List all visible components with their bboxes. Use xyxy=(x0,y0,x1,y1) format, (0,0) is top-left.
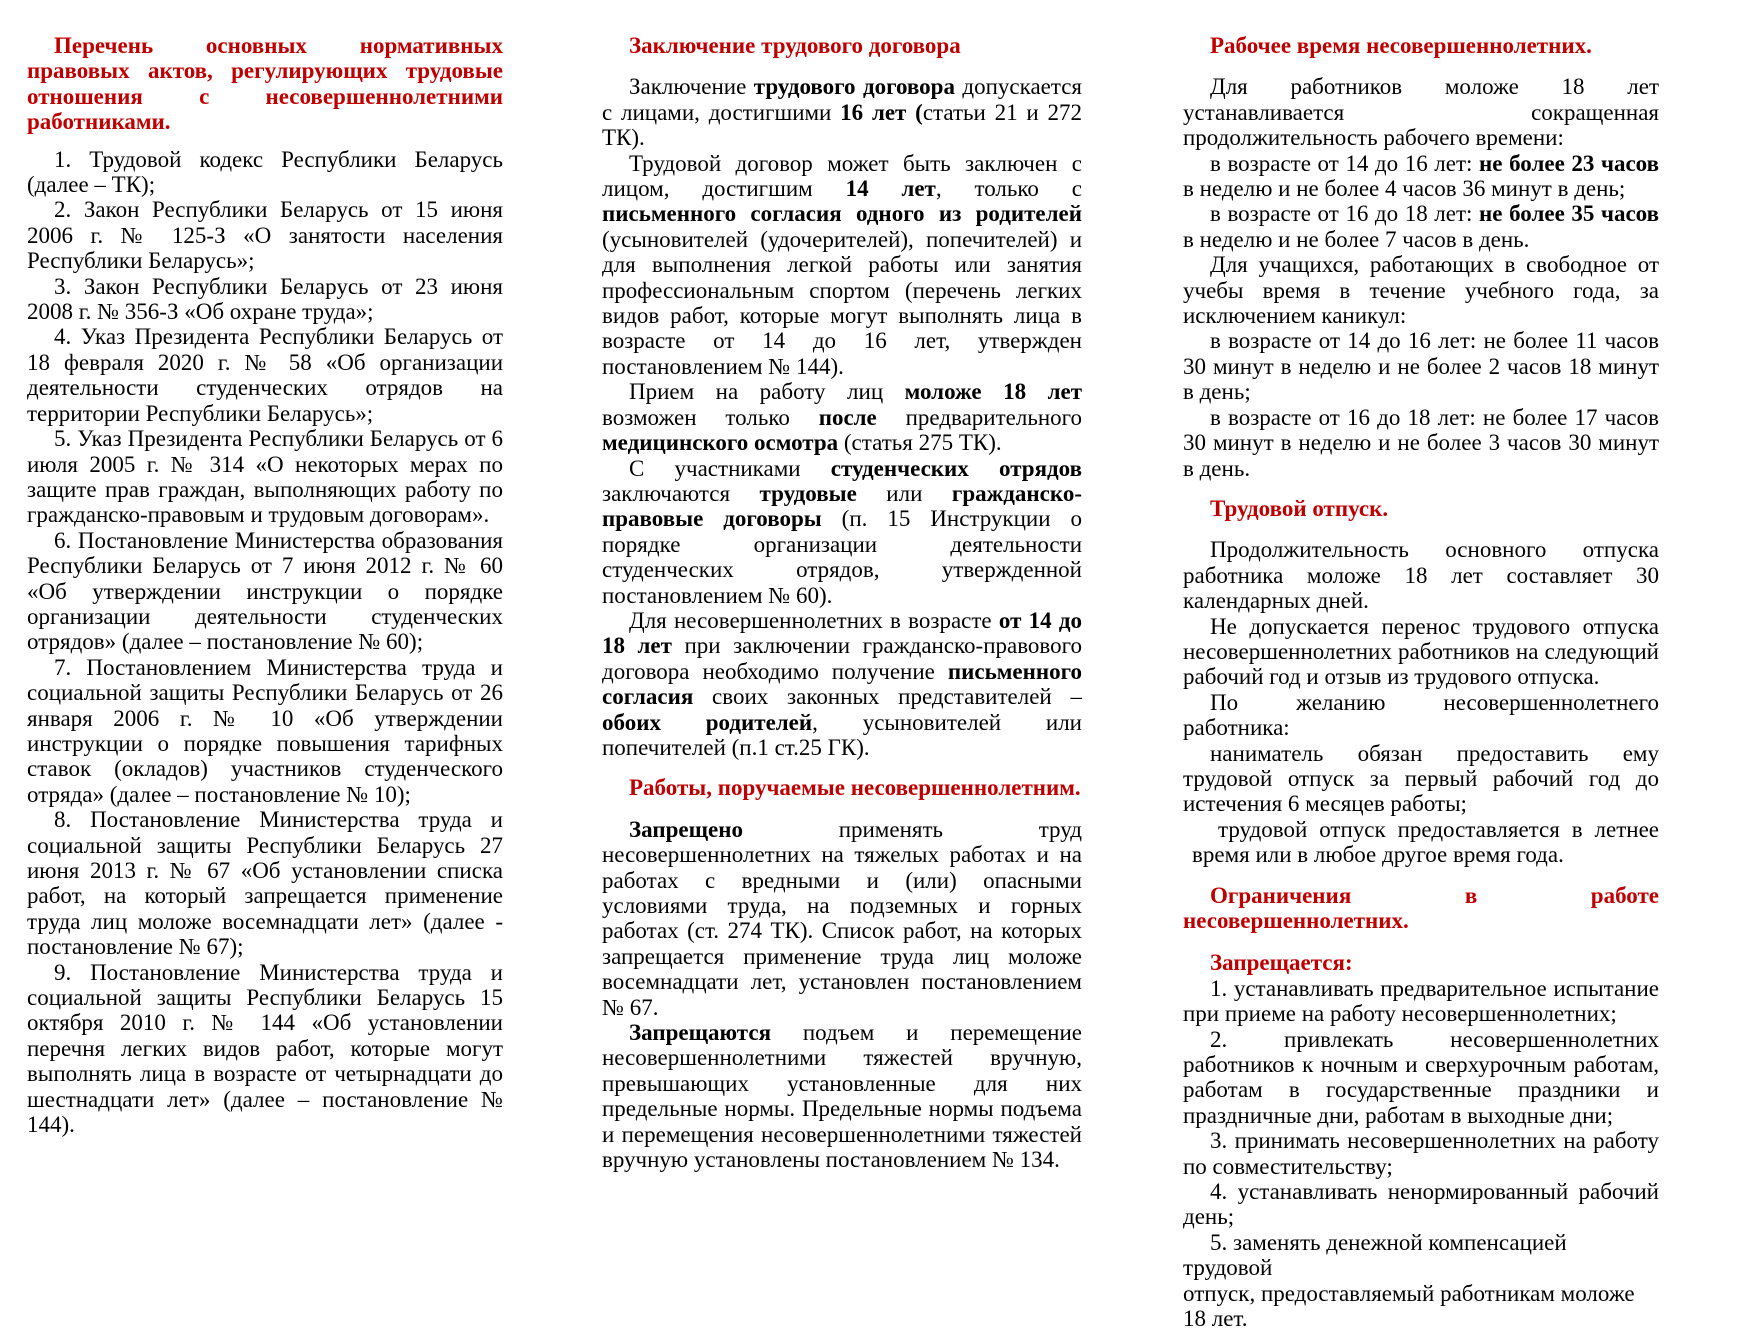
contract-paragraph-1: Заключение трудового договора допускается с лицами, достигшими 16 лет (статьи 21 и 272 ТК). xyxy=(602,74,1082,151)
legal-act-item-2: 2. Закон Республики Беларусь от 15 июня 2006 г. № 125-З «О занятости населения Республики Беларусь»; xyxy=(27,197,503,274)
worktime-paragraph-3: в возрасте от 16 до 18 лет: не более 35 часов в неделю и не более 7 часов в день. xyxy=(1183,201,1660,252)
contract-paragraph-5: Для несовершеннолетних в возрасте от 14 до 18 лет при заключении гражданско-правового договора необходимо получение письменного согласия своих законных представителей – обоих родителей, усыновителей или попечителей (п.1 ст.25 ГК). xyxy=(602,607,1082,760)
legal-act-item-7: 7. Постановлением Министерства труда и социальной защиты Республики Беларусь от 26 января 2006 г. № 10 «Об утверждении инструкции о порядке повышения тарифных ставок (окладов) участников студенческого отряда» (далее – постановление № 10); xyxy=(27,654,503,807)
column-worktime-vacation-restrictions xyxy=(1183,33,1659,1332)
forbidden-item-2: 2. привлекать несовершеннолетних работников к ночным и сверхурочным работам, работам в государственные праздники и праздничные дни, работам в выходные дни; xyxy=(1183,1026,1659,1128)
legal-act-item-3: 3. Закон Республики Беларусь от 23 июня 2008 г. № 356-З «Об охране труда»; xyxy=(27,273,503,325)
forbidden-item-5: 5. заменять денежной компенсацией трудовой отпуск, предоставляемый работникам моложе 18 лет. xyxy=(1183,1229,1635,1332)
heading-contract: Заключение трудового договора xyxy=(629,33,961,58)
worktime-paragraph-6: в возрасте от 16 до 18 лет: не более 17 часов 30 минут в неделю и не более 3 часов 30 минут в день. xyxy=(1183,404,1659,481)
heading-works: Работы, поручаемые несовершеннолетним. xyxy=(629,775,1081,801)
heading-vacation: Трудовой отпуск. xyxy=(1210,495,1389,521)
vacation-paragraph-2: Не допускается перенос трудового отпуска несовершеннолетних работников на следующий рабочий год и отзыв из трудового отпуска. xyxy=(1183,613,1659,690)
contract-paragraph-4: С участниками студенческих отрядов заключаются трудовые или гражданско-правовые договоры (п. 15 Инструкции о порядке организации деятельности студенческих отрядов, утвержденной постановлением № 60). xyxy=(602,455,1082,608)
heading-legal-acts: Перечень основных нормативных правовых актов, регулирующих трудовые отношения с несовершеннолетними работниками. xyxy=(27,33,503,135)
contract-paragraph-3: Прием на работу лиц моложе 18 лет возможен только после предварительного медицинского осмотра (статья 275 ТК). xyxy=(602,379,1083,456)
legal-act-item-4: 4. Указ Президента Республики Беларусь от 18 февраля 2020 г. № 58 «Об организации деятельности студенческих отрядов на территории Республики Беларусь»; xyxy=(27,324,503,426)
column-legal-acts xyxy=(27,33,503,1137)
legal-act-item-8: 8. Постановление Министерства труда и социальной защиты Республики Беларусь 27 июня 2013 г. № 67 «Об установлении списка работ, на который запрещается применение труда лиц моложе восемнадцати лет» (далее - постановление № 67); xyxy=(27,807,503,960)
forbidden-item-1: 1. устанавливать предварительное испытание при приеме на работу несовершеннолетних; xyxy=(1183,975,1659,1027)
heading-restrictions: Ограничения в работе несовершеннолетних. xyxy=(1183,882,1659,933)
worktime-paragraph-5: в возрасте от 14 до 16 лет: не более 11 часов 30 минут в неделю и не более 2 часов 18 минут в день; xyxy=(1183,328,1659,405)
legal-act-item-5: 5. Указ Президента Республики Беларусь от 6 июля 2005 г. № 314 «О некоторых мерах по защите прав граждан, выполняющих работу по гражданско-правовым и трудовым договорам». xyxy=(27,426,503,528)
contract-paragraph-2: Трудовой договор может быть заключен с лицом, достигшим 14 лет, только с письменного согласия одного из родителей (усыновителей (удочерителей), попечителей) и для выполнения легкой работы или занятия профессиональным спортом (перечень легких видов работ, которые могут выполнять лица в возрасте от 14 до 16 лет, утвержден постановлением № 144). xyxy=(602,150,1082,379)
legal-act-item-1: 1. Трудовой кодекс Республики Беларусь (далее – ТК); xyxy=(27,146,503,198)
forbidden-item-4: 4. устанавливать ненормированный рабочий день; xyxy=(1183,1179,1659,1230)
heading-worktime: Рабочее время несовершеннолетних. xyxy=(1210,33,1592,58)
vacation-paragraph-4: наниматель обязан предоставить ему трудовой отпуск за первый рабочий год до истечения 6 месяцев работы; xyxy=(1183,740,1659,817)
vacation-paragraph-1: Продолжительность основного отпуска работника моложе 18 лет составляет 30 календарных дней. xyxy=(1183,537,1659,614)
vacation-paragraph-5: трудовой отпуск предоставляется в летнее время или в любое другое время года. xyxy=(1192,816,1659,868)
worktime-paragraph-2: в возрасте от 14 до 16 лет: не более 23 часов в неделю и не более 4 часов 36 минут в день; xyxy=(1183,150,1660,202)
legal-act-item-9: 9. Постановление Министерства труда и социальной защиты Республики Беларусь 15 октября 2010 г. № 144 «Об установлении перечня легких видов работ, которые могут выполнять лица в возрасте от четырнадцати до шестнадцати лет» (далее – постановление № 144). xyxy=(27,959,503,1138)
legal-act-item-6: 6. Постановление Министерства образования Республики Беларусь от 7 июня 2012 г. № 60 «Об утверждении инструкции о порядке организации деятельности студенческих отрядов» (далее – постановление № 60); xyxy=(27,527,503,655)
forbidden-item-3: 3. принимать несовершеннолетних на работу по совместительству; xyxy=(1183,1128,1659,1179)
works-paragraph-1: Запрещено применять труд несовершеннолетних на тяжелых работах и на работах с вредными и (или) опасными условиями труда, на подземных и горных работах (ст. 274 ТК). Список работ, на которых запрещается применение труда лиц моложе восемнадцати лет, установлен постановлением № 67. xyxy=(602,816,1082,1020)
works-paragraph-2: Запрещаются подъем и перемещение несовершеннолетними тяжестей вручную, превышающих установленные для них предельные нормы. Предельные нормы подъема и перемещения несовершеннолетними тяжестей вручную установлены постановлением № 134. xyxy=(602,1020,1082,1173)
subheading-forbidden: Запрещается: xyxy=(1210,950,1353,976)
vacation-paragraph-3: По желанию несовершеннолетнего работника: xyxy=(1183,689,1659,741)
column-contract-and-works xyxy=(602,33,1082,1172)
worktime-paragraph-4: Для учащихся, работающих в свободное от учебы время в течение учебного года, за исключением каникул: xyxy=(1183,252,1659,329)
worktime-paragraph-1: Для работников моложе 18 лет устанавливается сокращенная продолжительность рабочего времени: xyxy=(1183,74,1659,151)
